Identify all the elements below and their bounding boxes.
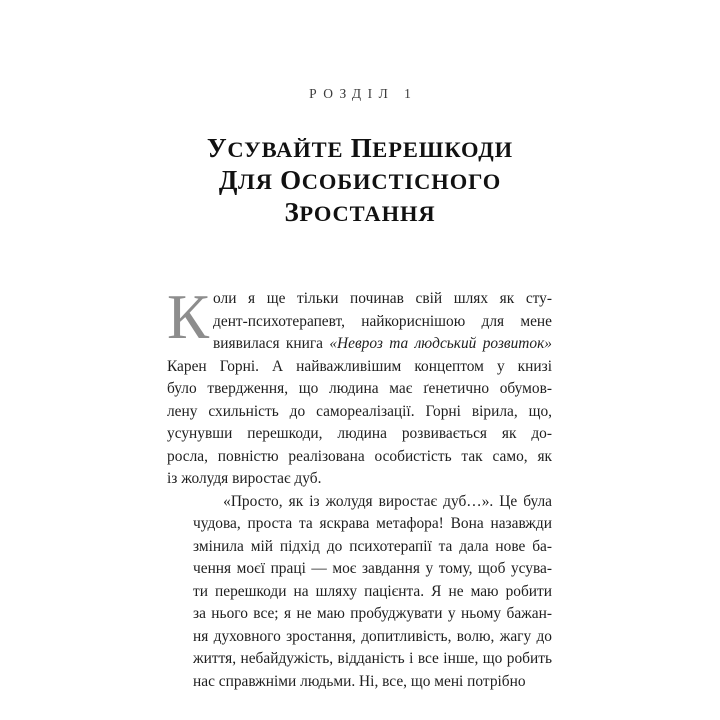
text-line: Карен Горні. А найважливішим концептом у книзі xyxy=(167,357,552,375)
text-line: дент-психотерапевт, найкориснішою для мене xyxy=(213,312,552,330)
text-line: ня духовного зростання, допитливість, волю, жагу до xyxy=(193,627,552,645)
text-line: виявилася книга «Невроз та людський розвиток» xyxy=(213,335,552,352)
text-line: із жолудя виростає дуб. xyxy=(167,470,322,487)
text-line: «Просто, як із жолудя виростає дуб…». Це була xyxy=(193,492,552,510)
text-line: ти перешкоди на шляху пацієнта. Я не маю робити xyxy=(193,582,552,600)
text-line: росла, повністю реалізована особистість так само, як xyxy=(167,447,552,465)
text-line: за нього все; я не маю пробуджувати у ньому бажан- xyxy=(193,605,552,622)
drop-cap: К xyxy=(167,282,210,352)
chapter-label: РОЗДІЛ 1 xyxy=(309,86,418,101)
text-line: було твердження, що людина має ґенетично обумов- xyxy=(167,380,552,397)
book-title-italic: «Невроз та людський розвиток» xyxy=(329,335,552,352)
chapter-title-line-2: ДЛЯ ОСОБИСТІСНОГО xyxy=(218,165,502,195)
text-line: лену схильність до самореалізації. Горні вірила, що, xyxy=(167,402,552,420)
text-line: усунувши перешкоди, людина розвивається як до- xyxy=(167,425,552,442)
text-line: змінила мій підхід до психотерапії та дала нове ба- xyxy=(193,537,552,555)
paragraph-1 xyxy=(167,282,552,491)
text-line: чудова, проста та яскрава метафора! Вона назавжди xyxy=(193,515,552,532)
text-line: оли я ще тільки починав свій шлях як сту- xyxy=(213,290,552,307)
paragraph-2 xyxy=(167,491,552,694)
text-line: життя, небайдужість, відданість і все інше, що робить xyxy=(193,650,552,667)
text-line: чення моєї праці — моє завдання у тому, щоб усува- xyxy=(193,560,552,577)
chapter-title-line-3: ЗРОСТАННЯ xyxy=(284,197,436,227)
body-copy xyxy=(167,282,552,693)
chapter-title-line-1: УСУВАЙТЕ ПЕРЕШКОДИ xyxy=(206,133,514,163)
chapter-title xyxy=(148,133,572,229)
text-line: нас справжніми людьми. Ні, все, що мені потрібно xyxy=(193,672,526,690)
